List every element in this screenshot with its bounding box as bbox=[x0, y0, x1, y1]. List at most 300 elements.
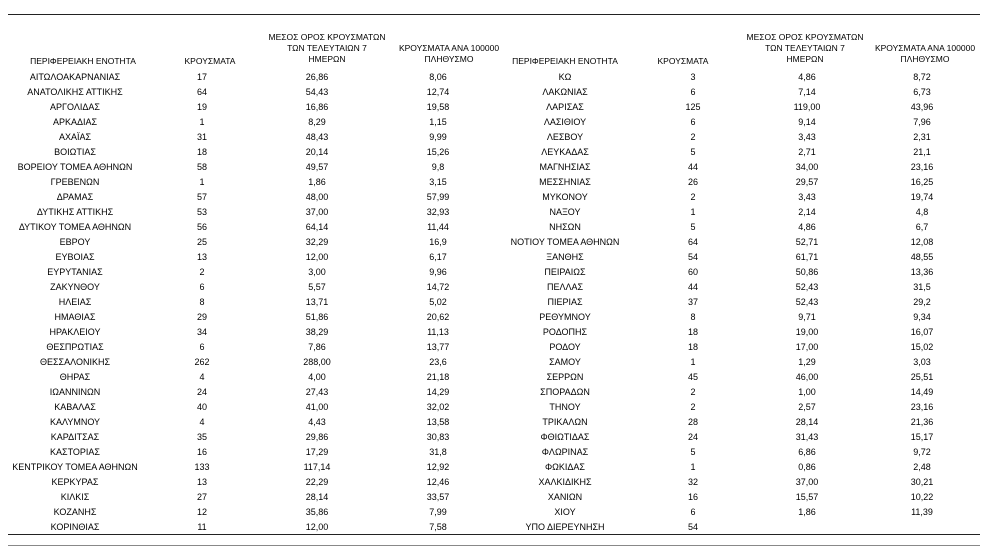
table-row bbox=[490, 175, 990, 190]
cell-region: ΚΕΝΤΡΙΚΟΥ ΤΟΜΕΑ ΑΘΗΝΩΝ bbox=[12, 462, 138, 472]
cell-avg: 7,86 bbox=[308, 342, 326, 352]
cell-rate: 14,29 bbox=[426, 387, 450, 397]
table-row bbox=[490, 340, 990, 355]
cell-cases: 27 bbox=[196, 492, 207, 502]
cell-region: ΑΧΑΪΑΣ bbox=[58, 132, 92, 142]
cell-cases: 2 bbox=[199, 267, 205, 277]
cell-region: ΕΥΡΥΤΑΝΙΑΣ bbox=[47, 267, 103, 277]
cell-region: ΕΥΒΟΙΑΣ bbox=[55, 252, 95, 262]
cell-rate: 5,02 bbox=[429, 297, 447, 307]
cell-rate: 30,83 bbox=[426, 432, 450, 442]
cell-region: ΡΕΘΥΜΝΟΥ bbox=[539, 312, 591, 322]
right-header-cases bbox=[628, 56, 738, 67]
table-row bbox=[0, 145, 500, 160]
cell-rate: 6,73 bbox=[913, 87, 931, 97]
cell-cases: 2 bbox=[690, 387, 696, 397]
cell-region: ΗΜΑΘΙΑΣ bbox=[54, 312, 96, 322]
table-row bbox=[0, 205, 500, 220]
table-row bbox=[0, 355, 500, 370]
cell-region: ΚΙΛΚΙΣ bbox=[60, 492, 90, 502]
cell-rate: 8,06 bbox=[429, 72, 447, 82]
cell-avg: 1,00 bbox=[798, 387, 816, 397]
table-row bbox=[490, 400, 990, 415]
table-row bbox=[490, 85, 990, 100]
cell-region: ΗΛΕΙΑΣ bbox=[58, 297, 92, 307]
cell-avg: 61,71 bbox=[795, 252, 819, 262]
table-row bbox=[490, 190, 990, 205]
cell-region: ΚΑΛΥΜΝΟΥ bbox=[49, 417, 101, 427]
header-text: ΜΕΣΟΣ ΟΡΟΣ ΚΡΟΥΣΜΑΤΩΝ bbox=[746, 32, 864, 42]
cell-region: ΛΑΚΩΝΙΑΣ bbox=[542, 87, 588, 97]
table-row bbox=[490, 445, 990, 460]
cell-rate: 57,99 bbox=[426, 192, 450, 202]
cell-rate: 29,2 bbox=[913, 297, 931, 307]
table-row bbox=[490, 250, 990, 265]
cell-avg: 1,86 bbox=[798, 507, 816, 517]
table-row bbox=[490, 460, 990, 475]
header-text: ΜΕΣΟΣ ΟΡΟΣ ΚΡΟΥΣΜΑΤΩΝ bbox=[268, 32, 386, 42]
cell-cases: 16 bbox=[196, 447, 207, 457]
cell-region: ΚΑΡΔΙΤΣΑΣ bbox=[50, 432, 100, 442]
table-row bbox=[490, 370, 990, 385]
cell-region: ΣΑΜΟΥ bbox=[549, 357, 581, 367]
cell-rate: 20,62 bbox=[426, 312, 450, 322]
cell-cases: 19 bbox=[196, 102, 207, 112]
cell-region: ΓΡΕΒΕΝΩΝ bbox=[50, 177, 100, 187]
cell-rate: 32,93 bbox=[426, 207, 450, 217]
cell-region: ΝΟΤΙΟΥ ΤΟΜΕΑ ΑΘΗΝΩΝ bbox=[510, 237, 620, 247]
cell-cases: 35 bbox=[196, 432, 207, 442]
cell-rate: 23,6 bbox=[429, 357, 447, 367]
table-row bbox=[0, 70, 500, 85]
cell-avg: 288,00 bbox=[303, 357, 331, 367]
table-row bbox=[490, 280, 990, 295]
cell-rate: 2,48 bbox=[913, 462, 931, 472]
cell-rate: 12,46 bbox=[426, 477, 450, 487]
cell-cases: 45 bbox=[687, 372, 698, 382]
cell-rate: 3,15 bbox=[429, 177, 447, 187]
cell-cases: 44 bbox=[687, 282, 698, 292]
cell-cases: 24 bbox=[196, 387, 207, 397]
table-row bbox=[0, 265, 500, 280]
table-row bbox=[0, 310, 500, 325]
cell-avg: 31,43 bbox=[795, 432, 819, 442]
cell-cases: 31 bbox=[196, 132, 207, 142]
cell-cases: 13 bbox=[196, 252, 207, 262]
cell-rate: 19,58 bbox=[426, 102, 450, 112]
cell-rate: 15,26 bbox=[426, 147, 450, 157]
cell-rate: 16,9 bbox=[429, 237, 447, 247]
table-row bbox=[0, 385, 500, 400]
header-text: ΚΡΟΥΣΜΑΤΑ bbox=[657, 56, 709, 66]
cell-cases: 44 bbox=[687, 162, 698, 172]
cell-rate: 16,07 bbox=[910, 327, 934, 337]
table-row bbox=[0, 115, 500, 130]
cell-cases: 5 bbox=[690, 222, 696, 232]
cell-avg: 29,57 bbox=[795, 177, 819, 187]
cell-region: ΘΕΣΠΡΩΤΙΑΣ bbox=[46, 342, 104, 352]
cell-cases: 53 bbox=[196, 207, 207, 217]
cell-rate: 11,13 bbox=[427, 327, 449, 337]
table-row bbox=[0, 340, 500, 355]
table-row bbox=[0, 415, 500, 430]
cell-rate: 13,77 bbox=[426, 342, 450, 352]
cell-cases: 34 bbox=[196, 327, 207, 337]
cell-region: ΕΒΡΟΥ bbox=[59, 237, 91, 247]
table-row bbox=[0, 475, 500, 490]
table-row bbox=[490, 205, 990, 220]
cell-cases: 29 bbox=[196, 312, 207, 322]
right-table-body bbox=[490, 70, 990, 535]
table-row bbox=[0, 520, 500, 535]
cell-rate: 12,92 bbox=[426, 462, 450, 472]
cell-cases: 24 bbox=[687, 432, 698, 442]
header-text: ΚΡΟΥΣΜΑΤΑ ΑΝΑ 100000 bbox=[874, 43, 976, 53]
cell-rate: 4,8 bbox=[915, 207, 929, 217]
cell-rate: 6,17 bbox=[429, 252, 447, 262]
table-row bbox=[490, 475, 990, 490]
cell-cases: 5 bbox=[690, 447, 696, 457]
cell-region: ΚΑΣΤΟΡΙΑΣ bbox=[50, 447, 100, 457]
cell-rate: 11,44 bbox=[427, 222, 449, 232]
table-row bbox=[490, 265, 990, 280]
cell-cases: 60 bbox=[687, 267, 698, 277]
cell-avg: 29,86 bbox=[305, 432, 329, 442]
cell-avg: 46,00 bbox=[795, 372, 819, 382]
cell-avg: 52,43 bbox=[795, 297, 819, 307]
cell-region: ΘΕΣΣΑΛΟΝΙΚΗΣ bbox=[39, 357, 111, 367]
header-text: ΚΡΟΥΣΜΑΤΑ ΑΝΑ 100000 bbox=[398, 43, 500, 53]
cell-region: ΚΟΡΙΝΘΙΑΣ bbox=[50, 522, 100, 532]
cell-rate: 25,51 bbox=[910, 372, 934, 382]
cell-region: ΑΝΑΤΟΛΙΚΗΣ ΑΤΤΙΚΗΣ bbox=[27, 87, 123, 97]
cell-rate: 43,96 bbox=[910, 102, 934, 112]
cell-region: ΝΗΣΩΝ bbox=[549, 222, 581, 232]
cell-avg: 51,86 bbox=[305, 312, 329, 322]
cell-rate: 7,96 bbox=[913, 117, 931, 127]
table-row bbox=[490, 505, 990, 520]
cell-region: ΛΕΣΒΟΥ bbox=[546, 132, 584, 142]
cell-rate: 31,8 bbox=[429, 447, 447, 457]
cell-avg: 37,00 bbox=[795, 477, 819, 487]
cell-region: ΒΟΙΩΤΙΑΣ bbox=[54, 147, 96, 157]
cell-cases: 18 bbox=[687, 327, 698, 337]
table-row bbox=[0, 445, 500, 460]
table-row bbox=[490, 235, 990, 250]
cell-rate: 12,74 bbox=[426, 87, 450, 97]
table-row bbox=[0, 220, 500, 235]
cell-region: ΑΡΓΟΛΙΔΑΣ bbox=[50, 102, 100, 112]
cell-region: ΦΛΩΡΙΝΑΣ bbox=[541, 447, 589, 457]
cell-cases: 58 bbox=[196, 162, 207, 172]
cell-cases: 5 bbox=[690, 147, 696, 157]
cell-avg: 5,57 bbox=[308, 282, 326, 292]
cell-rate: 9,72 bbox=[913, 447, 931, 457]
cell-avg: 37,00 bbox=[305, 207, 329, 217]
table-row bbox=[0, 295, 500, 310]
table-row bbox=[490, 490, 990, 505]
cell-cases: 1 bbox=[199, 117, 205, 127]
cell-cases: 64 bbox=[196, 87, 207, 97]
cell-cases: 1 bbox=[690, 357, 696, 367]
cell-cases: 6 bbox=[199, 342, 205, 352]
cell-cases: 8 bbox=[690, 312, 696, 322]
cell-cases: 2 bbox=[690, 132, 696, 142]
cell-avg: 117,14 bbox=[303, 462, 331, 472]
cell-region: ΑΡΚΑΔΙΑΣ bbox=[52, 117, 98, 127]
cell-region: ΦΩΚΙΔΑΣ bbox=[545, 462, 585, 472]
cell-cases: 8 bbox=[199, 297, 205, 307]
cell-avg: 20,14 bbox=[305, 147, 329, 157]
cell-avg: 48,00 bbox=[305, 192, 329, 202]
cell-cases: 262 bbox=[194, 357, 210, 367]
cell-rate: 11,39 bbox=[911, 507, 933, 517]
cell-cases: 28 bbox=[687, 417, 698, 427]
cell-region: ΠΕΛΛΑΣ bbox=[546, 282, 584, 292]
cell-avg: 34,00 bbox=[795, 162, 819, 172]
right-header-avg bbox=[740, 32, 870, 65]
cell-region: ΒΟΡΕΙΟΥ ΤΟΜΕΑ ΑΘΗΝΩΝ bbox=[17, 162, 133, 172]
top-rule bbox=[8, 14, 980, 15]
cell-cases: 18 bbox=[687, 342, 698, 352]
cell-rate: 21,18 bbox=[426, 372, 450, 382]
cell-region: ΛΕΥΚΑΔΑΣ bbox=[541, 147, 589, 157]
bottom-rule-secondary bbox=[8, 545, 980, 546]
header-text: ΠΕΡΙΦΕΡΕΙΑΚΗ ΕΝΟΤΗΤΑ bbox=[512, 56, 618, 66]
cell-rate: 10,22 bbox=[910, 492, 934, 502]
left-table-body bbox=[0, 70, 500, 535]
cell-avg: 3,00 bbox=[308, 267, 326, 277]
cell-region: ΝΑΞΟΥ bbox=[549, 207, 581, 217]
cell-region: ΚΟΖΑΝΗΣ bbox=[53, 507, 97, 517]
cell-cases: 26 bbox=[687, 177, 698, 187]
cell-region: ΔΡΑΜΑΣ bbox=[56, 192, 94, 202]
left-header-region bbox=[8, 56, 158, 67]
bottom-rule bbox=[8, 534, 980, 535]
cell-rate: 21,36 bbox=[910, 417, 934, 427]
table-row bbox=[490, 160, 990, 175]
cell-cases: 2 bbox=[690, 402, 696, 412]
cell-cases: 40 bbox=[196, 402, 207, 412]
table-row bbox=[490, 385, 990, 400]
cell-rate: 15,02 bbox=[910, 342, 934, 352]
cell-region: ΔΥΤΙΚΗΣ ΑΤΤΙΚΗΣ bbox=[36, 207, 114, 217]
cell-avg: 49,57 bbox=[305, 162, 329, 172]
table-row bbox=[490, 520, 990, 535]
table-row bbox=[0, 400, 500, 415]
cell-cases: 6 bbox=[690, 117, 696, 127]
header-text: ΚΡΟΥΣΜΑΤΑ bbox=[184, 56, 236, 66]
cell-avg: 16,86 bbox=[305, 102, 329, 112]
cell-region: ΣΠΟΡΑΔΩΝ bbox=[540, 387, 590, 397]
cell-avg: 38,29 bbox=[305, 327, 329, 337]
table-row bbox=[0, 190, 500, 205]
cell-avg: 4,43 bbox=[308, 417, 326, 427]
cell-region: ΑΙΤΩΛΟΑΚΑΡΝΑΝΙΑΣ bbox=[29, 72, 121, 82]
table-row bbox=[490, 430, 990, 445]
table-row bbox=[0, 430, 500, 445]
cell-rate: 9,96 bbox=[429, 267, 447, 277]
table-row bbox=[0, 235, 500, 250]
cell-avg: 22,29 bbox=[305, 477, 329, 487]
cell-region: ΜΥΚΟΝΟΥ bbox=[542, 192, 588, 202]
cell-rate: 21,1 bbox=[913, 147, 931, 157]
cell-region: ΤΡΙΚΑΛΩΝ bbox=[542, 417, 588, 427]
cell-rate: 8,72 bbox=[913, 72, 931, 82]
table-row bbox=[0, 490, 500, 505]
cell-region: ΣΕΡΡΩΝ bbox=[546, 372, 584, 382]
cell-avg: 7,14 bbox=[798, 87, 816, 97]
cell-cases: 13 bbox=[196, 477, 207, 487]
cell-avg: 4,00 bbox=[308, 372, 326, 382]
cell-region: ΙΩΑΝΝΙΝΩΝ bbox=[49, 387, 101, 397]
cell-avg: 41,00 bbox=[305, 402, 329, 412]
cell-avg: 2,14 bbox=[798, 207, 816, 217]
table-row bbox=[490, 415, 990, 430]
cell-avg: 6,86 bbox=[798, 447, 816, 457]
table-row bbox=[0, 160, 500, 175]
cell-rate: 9,8 bbox=[431, 162, 445, 172]
cell-cases: 54 bbox=[687, 252, 698, 262]
cell-region: ΡΟΔΟΥ bbox=[549, 342, 581, 352]
cell-cases: 12 bbox=[196, 507, 207, 517]
cell-rate: 31,5 bbox=[913, 282, 931, 292]
table-row bbox=[490, 130, 990, 145]
table-row bbox=[0, 250, 500, 265]
cell-rate: 32,02 bbox=[426, 402, 450, 412]
cell-avg: 28,14 bbox=[305, 492, 329, 502]
table-row bbox=[490, 220, 990, 235]
header-text: ΠΛΗΘΥΣΜΟ bbox=[424, 54, 474, 64]
cell-rate: 16,25 bbox=[910, 177, 934, 187]
cell-region: ΚΩ bbox=[558, 72, 572, 82]
table-row bbox=[490, 145, 990, 160]
left-header-avg bbox=[262, 32, 392, 65]
header-text: ΠΕΡΙΦΕΡΕΙΑΚΗ ΕΝΟΤΗΤΑ bbox=[30, 56, 136, 66]
cell-avg: 9,71 bbox=[798, 312, 816, 322]
cell-cases: 32 bbox=[687, 477, 698, 487]
cell-region: ΚΑΒΑΛΑΣ bbox=[54, 402, 96, 412]
cell-avg: 17,00 bbox=[795, 342, 819, 352]
cell-region: ΧΑΝΙΩΝ bbox=[547, 492, 583, 502]
cell-region: ΧΑΛΚΙΔΙΚΗΣ bbox=[538, 477, 592, 487]
right-header-region bbox=[490, 56, 640, 67]
cell-avg: 50,86 bbox=[795, 267, 819, 277]
header-text: ΤΩΝ ΤΕΛΕΥΤΑΙΩΝ 7 bbox=[765, 43, 845, 53]
cell-avg: 12,00 bbox=[305, 522, 329, 532]
cell-rate: 33,57 bbox=[426, 492, 450, 502]
cell-avg: 2,57 bbox=[798, 402, 816, 412]
cell-rate: 7,58 bbox=[429, 522, 447, 532]
table-row bbox=[490, 325, 990, 340]
cell-avg: 35,86 bbox=[305, 507, 329, 517]
cell-rate: 23,16 bbox=[910, 402, 934, 412]
cell-region: ΘΗΡΑΣ bbox=[59, 372, 91, 382]
header-text: ΗΜΕΡΩΝ bbox=[308, 54, 346, 64]
cell-cases: 1 bbox=[690, 207, 696, 217]
cell-region: ΜΑΓΝΗΣΙΑΣ bbox=[539, 162, 591, 172]
cell-rate: 9,99 bbox=[429, 132, 447, 142]
cell-rate: 9,34 bbox=[913, 312, 931, 322]
cell-region: ΔΥΤΙΚΟΥ ΤΟΜΕΑ ΑΘΗΝΩΝ bbox=[18, 222, 132, 232]
header-text: ΤΩΝ ΤΕΛΕΥΤΑΙΩΝ 7 bbox=[287, 43, 367, 53]
cell-region: ΚΕΡΚΥΡΑΣ bbox=[51, 477, 99, 487]
table-row bbox=[0, 505, 500, 520]
cell-cases: 54 bbox=[687, 522, 698, 532]
cell-region: ΜΕΣΣΗΝΙΑΣ bbox=[539, 177, 591, 187]
cell-cases: 18 bbox=[196, 147, 207, 157]
table-row bbox=[490, 115, 990, 130]
cell-avg: 27,43 bbox=[305, 387, 329, 397]
cell-avg: 119,00 bbox=[793, 102, 821, 112]
cell-region: ΦΘΙΩΤΙΔΑΣ bbox=[540, 432, 590, 442]
cell-region: ΤΗΝΟΥ bbox=[549, 402, 581, 412]
cell-avg: 13,71 bbox=[305, 297, 329, 307]
cell-region: ΛΑΣΙΘΙΟΥ bbox=[543, 117, 587, 127]
cell-cases: 2 bbox=[690, 192, 696, 202]
cell-rate: 13,58 bbox=[426, 417, 450, 427]
cell-avg: 28,14 bbox=[795, 417, 819, 427]
cell-region: ΛΑΡΙΣΑΣ bbox=[546, 102, 584, 112]
cell-avg: 1,86 bbox=[308, 177, 326, 187]
cell-rate: 1,15 bbox=[429, 117, 447, 127]
cell-cases: 57 bbox=[196, 192, 207, 202]
cell-cases: 6 bbox=[690, 87, 696, 97]
table-row bbox=[490, 295, 990, 310]
cell-cases: 16 bbox=[687, 492, 698, 502]
cell-cases: 37 bbox=[687, 297, 698, 307]
cell-region: ΡΟΔΟΠΗΣ bbox=[542, 327, 588, 337]
cell-rate: 12,08 bbox=[910, 237, 934, 247]
cell-avg: 17,29 bbox=[305, 447, 329, 457]
cell-avg: 2,71 bbox=[798, 147, 816, 157]
cell-rate: 13,36 bbox=[910, 267, 934, 277]
table-row bbox=[490, 100, 990, 115]
cell-avg: 12,00 bbox=[305, 252, 329, 262]
table-row bbox=[0, 460, 500, 475]
cell-region: ΗΡΑΚΛΕΙΟΥ bbox=[49, 327, 101, 337]
header-text: ΗΜΕΡΩΝ bbox=[786, 54, 824, 64]
cell-cases: 64 bbox=[687, 237, 698, 247]
cell-cases: 56 bbox=[196, 222, 207, 232]
cell-cases: 11 bbox=[197, 522, 207, 532]
cell-avg: 8,29 bbox=[308, 117, 326, 127]
cell-avg: 4,86 bbox=[798, 72, 816, 82]
cell-rate: 7,99 bbox=[429, 507, 447, 517]
table-row bbox=[0, 280, 500, 295]
cell-rate: 14,49 bbox=[910, 387, 934, 397]
table-row bbox=[490, 70, 990, 85]
cell-cases: 1 bbox=[199, 177, 205, 187]
cell-rate: 30,21 bbox=[910, 477, 934, 487]
cell-avg: 9,14 bbox=[798, 117, 816, 127]
cell-cases: 6 bbox=[690, 507, 696, 517]
cell-rate: 6,7 bbox=[915, 222, 929, 232]
cell-cases: 125 bbox=[685, 102, 701, 112]
header-text: ΠΛΗΘΥΣΜΟ bbox=[900, 54, 950, 64]
cell-region: ΧΙΟΥ bbox=[554, 507, 576, 517]
cell-region: ΞΑΝΘΗΣ bbox=[546, 252, 584, 262]
cell-region: ΠΙΕΡΙΑΣ bbox=[547, 297, 583, 307]
right-header-rate bbox=[860, 43, 990, 65]
table-row bbox=[0, 325, 500, 340]
cell-region: ΠΕΙΡΑΙΩΣ bbox=[544, 267, 586, 277]
cell-cases: 25 bbox=[196, 237, 207, 247]
cell-rate: 15,17 bbox=[910, 432, 934, 442]
cell-cases: 133 bbox=[194, 462, 210, 472]
cell-avg: 52,43 bbox=[795, 282, 819, 292]
cell-region: ΥΠΟ ΔΙΕΡΕΥΝΗΣΗ bbox=[525, 522, 605, 532]
